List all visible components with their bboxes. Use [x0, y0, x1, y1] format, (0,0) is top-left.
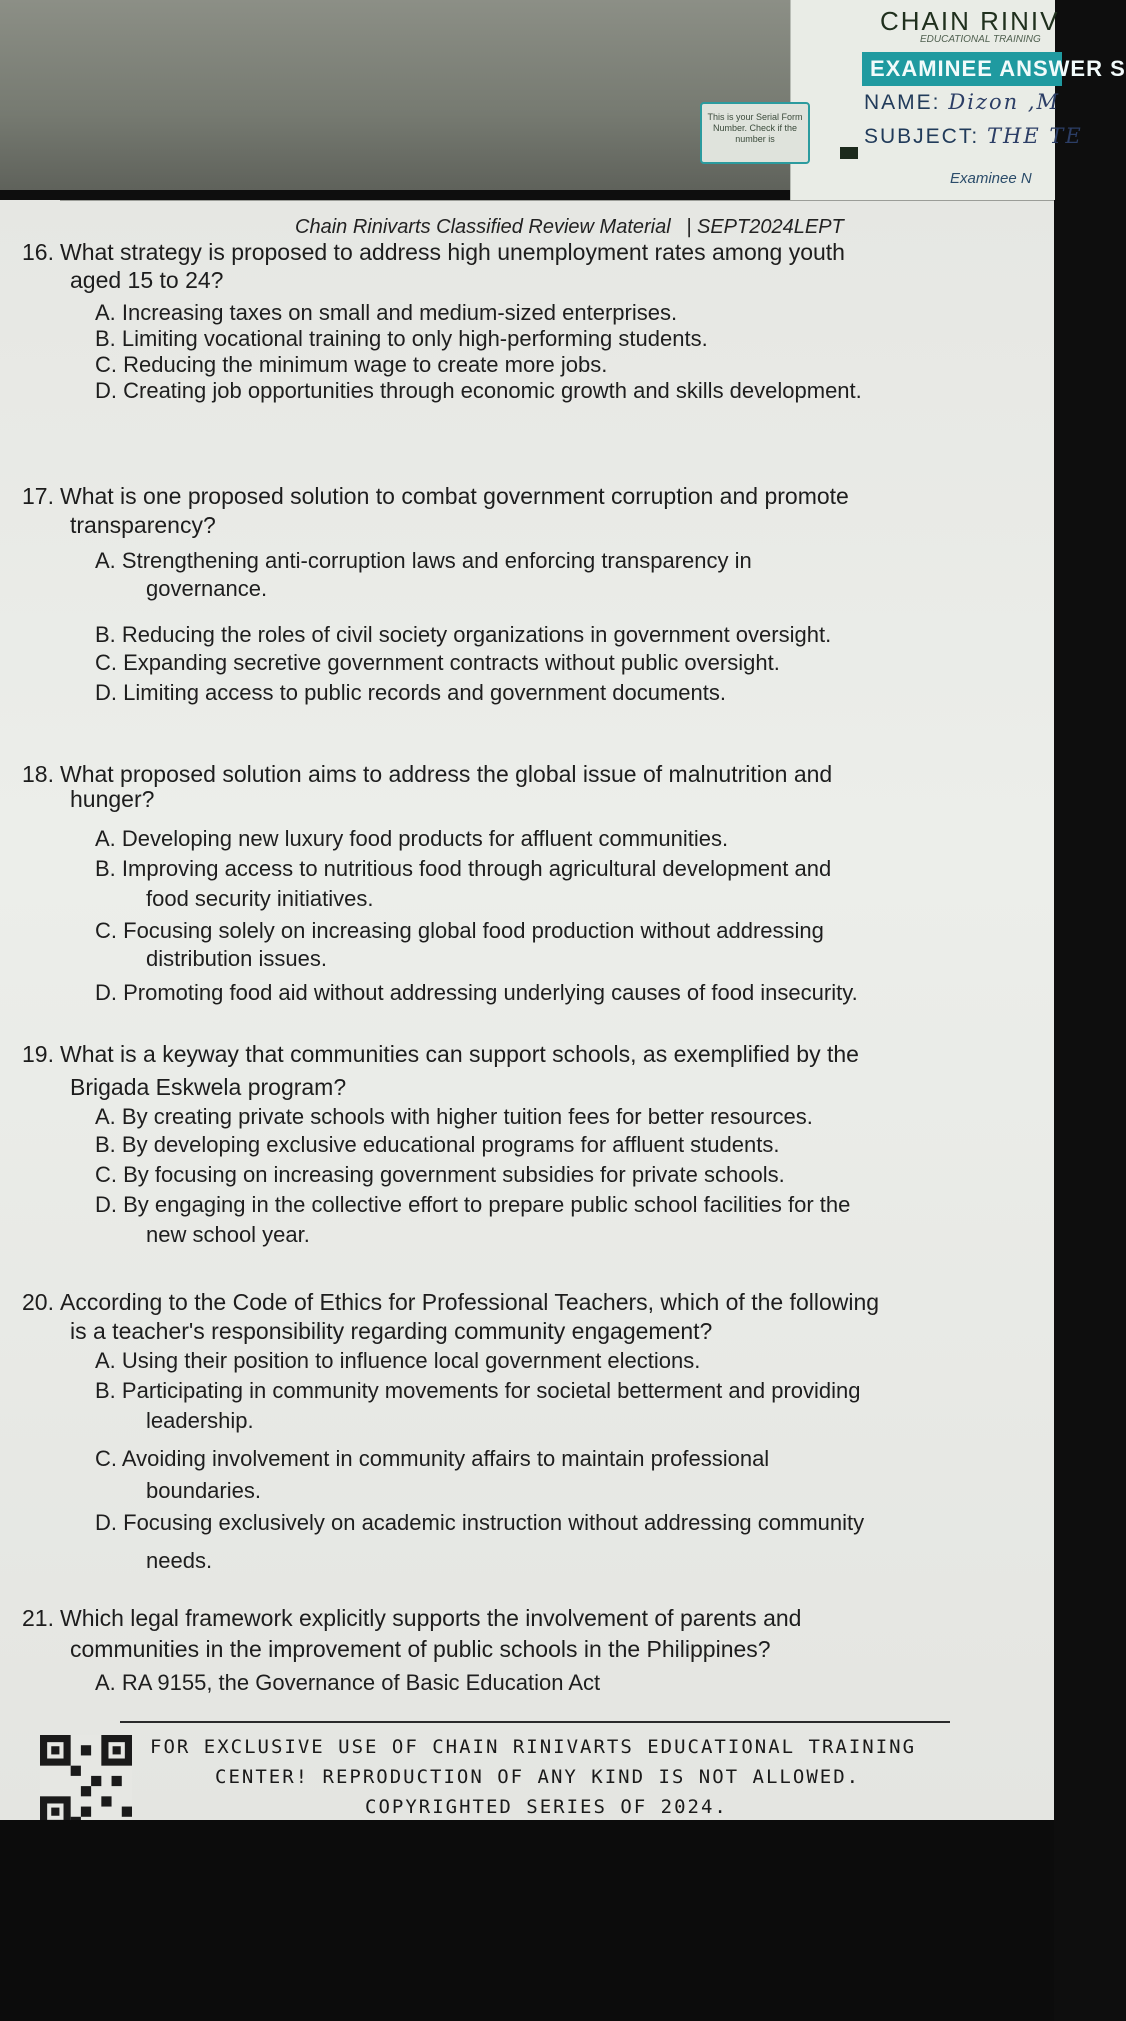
q16-option-d[interactable]: [95, 378, 862, 404]
option-letter: C.: [95, 1162, 117, 1187]
q21-option-a[interactable]: [95, 1670, 600, 1696]
q20-option-d-cont: needs.: [146, 1548, 213, 1573]
option-letter: C.: [95, 918, 117, 943]
option-text: By engaging in the collective effort to prepare public school facilities for the: [123, 1192, 851, 1217]
q18-option-d[interactable]: [95, 980, 858, 1006]
option-text: By focusing on increasing government subsidies for private schools.: [123, 1162, 785, 1187]
q17-option-c[interactable]: [95, 650, 780, 676]
option-text: By developing exclusive educational programs for affluent students.: [121, 1132, 780, 1157]
question-19-stem: [22, 1040, 1032, 1069]
option-letter: A.: [95, 826, 116, 851]
option-letter: C.: [95, 352, 117, 377]
q20-option-c[interactable]: [95, 1446, 769, 1472]
question-number: 17.: [22, 483, 54, 509]
q19-option-d[interactable]: [95, 1192, 850, 1218]
header-rule: [60, 200, 1054, 201]
option-letter: D.: [95, 680, 117, 705]
option-letter: B.: [95, 326, 116, 351]
q19-option-d-cont: new school year.: [146, 1222, 310, 1247]
answer-sheet-banner: EXAMINEE ANSWER S: [862, 52, 1062, 86]
question-17-stem-cont: transparency?: [70, 512, 216, 538]
question-20-stem: [22, 1288, 1052, 1317]
subject-field: [864, 124, 1083, 149]
option-letter: C.: [95, 1446, 117, 1471]
option-text: Increasing taxes on small and medium-sized enterprises.: [121, 300, 678, 325]
q20-option-b-cont: leadership.: [146, 1408, 254, 1433]
name-field: [864, 90, 1060, 115]
question-16-stem-cont: aged 15 to 24?: [70, 267, 224, 293]
question-17-stem: [22, 482, 1032, 511]
question-text: What is a keyway that communities can support schools, as exemplified by the: [59, 1041, 859, 1067]
option-text: Limiting access to public records and government documents.: [123, 680, 726, 705]
footer-line-3: COPYRIGHTED SERIES OF 2024.: [365, 1796, 728, 1818]
option-text: Expanding secretive government contracts without public oversight.: [123, 650, 780, 675]
question-text: What is one proposed solution to combat government corruption and promote: [59, 483, 849, 509]
dark-shadow-area: [0, 1820, 1054, 2021]
option-letter: C.: [95, 650, 117, 675]
q16-option-a[interactable]: [95, 300, 677, 326]
footer-line-1: FOR EXCLUSIVE USE OF CHAIN RINIVARTS EDUCATIONAL TRAINING: [150, 1736, 917, 1758]
option-text: Promoting food aid without addressing underlying causes of food insecurity.: [123, 980, 858, 1005]
q20-option-c-cont: boundaries.: [146, 1478, 261, 1503]
option-text: Creating job opportunities through economic growth and skills development.: [123, 378, 862, 403]
header-code: | SEPT2024LEPT: [686, 216, 844, 238]
q17-option-a[interactable]: [95, 548, 752, 574]
q18-option-b-cont: food security initiatives.: [146, 886, 374, 911]
question-text: What proposed solution aims to address the global issue of malnutrition and: [59, 761, 833, 787]
option-text: Reducing the roles of civil society organizations in government oversight.: [121, 622, 832, 647]
option-text: Improving access to nutritious food through agricultural development and: [121, 856, 832, 881]
option-letter: D.: [95, 980, 117, 1005]
footer-line-2: CENTER! REPRODUCTION OF ANY KIND IS NOT ALLOWED.: [215, 1766, 861, 1788]
question-16-stem: [22, 238, 1032, 267]
option-text: Limiting vocational training to only high-performing students.: [121, 326, 708, 351]
question-number: 19.: [22, 1041, 54, 1067]
question-18-stem: [22, 760, 1032, 789]
option-text: Strengthening anti-corruption laws and enforcing transparency in: [121, 548, 752, 573]
option-text: Avoiding involvement in community affairs to maintain professional: [121, 1446, 770, 1471]
option-text: Participating in community movements for societal betterment and providing: [121, 1378, 861, 1403]
subject-label: SUBJECT:: [864, 125, 980, 148]
option-letter: B.: [95, 622, 116, 647]
answer-sheet-brand-sub: EDUCATIONAL TRAINING: [920, 34, 1041, 45]
header-title: Chain Rinivarts Classified Review Material: [295, 216, 671, 238]
question-19-stem-cont: Brigada Eskwela program?: [70, 1074, 347, 1100]
sheet-marker: [840, 147, 858, 159]
examinee-label: Examinee N: [950, 170, 1032, 187]
question-21-stem-cont: communities in the improvement of public schools in the Philippines?: [70, 1636, 771, 1662]
option-letter: D.: [95, 1192, 117, 1217]
question-text: According to the Code of Ethics for Professional Teachers, which of the following: [59, 1289, 880, 1315]
q18-option-c-cont: distribution issues.: [146, 946, 327, 971]
q17-option-d[interactable]: [95, 680, 726, 706]
q16-option-c[interactable]: [95, 352, 607, 378]
option-text: RA 9155, the Governance of Basic Education Act: [121, 1670, 601, 1695]
option-letter: D.: [95, 378, 117, 403]
q17-option-a-cont: governance.: [146, 576, 268, 601]
q20-option-a[interactable]: [95, 1348, 700, 1374]
question-number: 20.: [22, 1289, 54, 1315]
qr-code-icon: [40, 1735, 132, 1827]
q19-option-a[interactable]: [95, 1104, 813, 1130]
question-21-stem: [22, 1604, 1052, 1633]
page-header: [295, 216, 844, 239]
option-letter: A.: [95, 1670, 116, 1695]
serial-form-note: This is your Serial Form Number. Check if the number is: [700, 102, 810, 164]
question-text: Which legal framework explicitly supports the involvement of parents and: [59, 1605, 802, 1631]
q18-option-a[interactable]: [95, 826, 728, 852]
option-letter: B.: [95, 1132, 116, 1157]
q17-option-b[interactable]: [95, 622, 831, 648]
option-text: Focusing solely on increasing global food production without addressing: [123, 918, 824, 943]
subject-value: THE TE: [987, 124, 1083, 148]
question-text: What strategy is proposed to address high unemployment rates among youth: [59, 239, 845, 265]
option-text: Developing new luxury food products for affluent communities.: [121, 826, 729, 851]
question-number: 16.: [22, 239, 54, 265]
question-number: 18.: [22, 761, 54, 787]
question-number: 21.: [22, 1605, 54, 1631]
option-letter: A.: [95, 1104, 116, 1129]
option-letter: B.: [95, 1378, 116, 1403]
option-letter: A.: [95, 1348, 116, 1373]
q20-option-d[interactable]: [95, 1510, 864, 1536]
q18-option-b[interactable]: [95, 856, 831, 882]
q19-option-c[interactable]: [95, 1162, 785, 1188]
answer-sheet-brand: CHAIN RINIV: [880, 6, 1060, 36]
review-paper: [0, 200, 1054, 1820]
option-text: By creating private schools with higher tuition fees for better resources.: [121, 1104, 813, 1129]
name-label: NAME:: [864, 91, 941, 114]
option-text: Focusing exclusively on academic instruction without addressing community: [123, 1510, 865, 1535]
option-letter: A.: [95, 548, 116, 573]
option-text: Reducing the minimum wage to create more jobs.: [123, 352, 608, 377]
option-letter: D.: [95, 1510, 117, 1535]
q18-option-c[interactable]: [95, 918, 824, 944]
q20-option-b[interactable]: [95, 1378, 861, 1404]
q19-option-b[interactable]: [95, 1132, 779, 1158]
option-letter: B.: [95, 856, 116, 881]
name-value: Dizon ,M: [948, 90, 1060, 114]
q16-option-b[interactable]: [95, 326, 708, 352]
question-20-stem-cont: is a teacher's responsibility regarding community engagement?: [70, 1318, 713, 1344]
question-18-stem-cont: hunger?: [70, 786, 155, 812]
footer-rule: [120, 1721, 950, 1723]
option-text: Using their position to influence local government elections.: [121, 1348, 701, 1373]
option-letter: A.: [95, 300, 116, 325]
